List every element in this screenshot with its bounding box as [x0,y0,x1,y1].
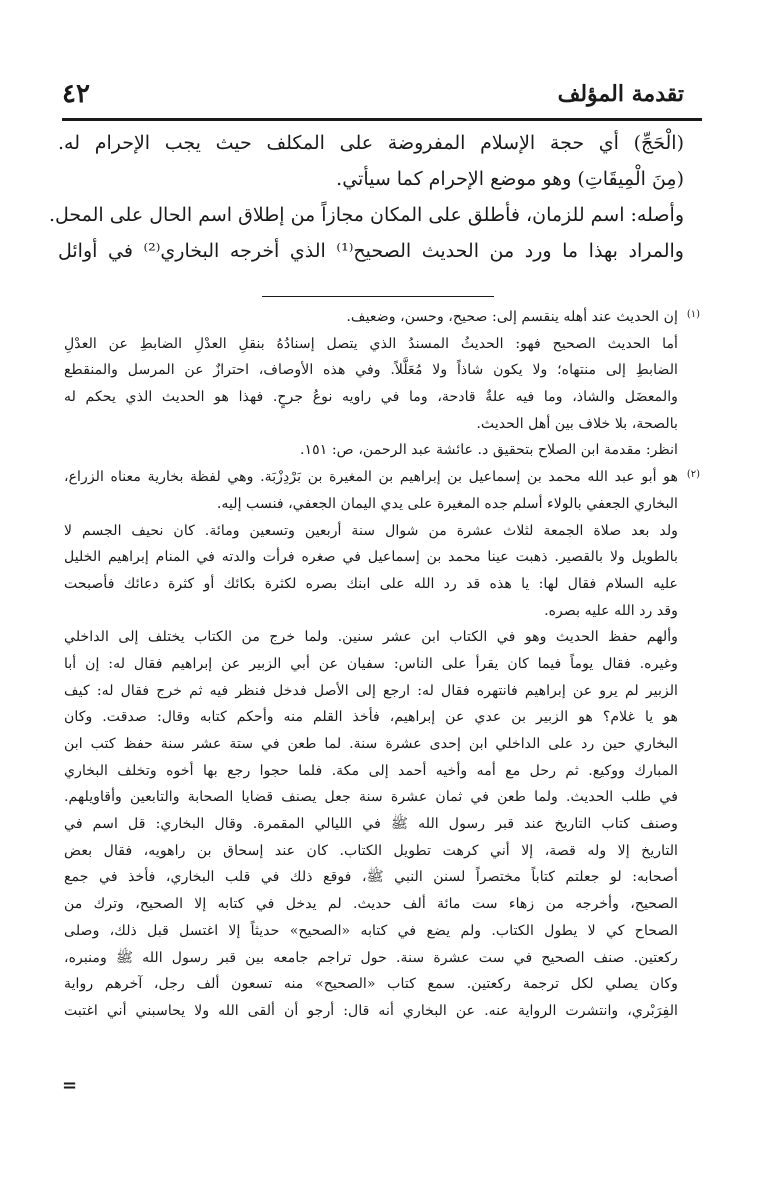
footnote-marker-1: (١) [686,309,700,320]
footnote-line: التاريخ إلا وله قصة، إلا أني كرهت تطويل الكتاب. كان عند إسحاق بن راهويه، فقال بعض [64,842,678,859]
footnote-line: وألهم حفظ الحديث وهو في الكتاب ابن عشر سنين. ولما خرج من الكتاب يختلف إلى الداخلي [64,629,678,646]
main-line: (مِنَ الْمِيقَاتِ) وهو موضع الإحرام كما سيأتي. [336,168,684,190]
footnote-line: وغيره. فقال يوماً فيما كان يقرأ على الناس: سفيان عن أبي الزبير عن إبراهيم فقال له: إن أبا [64,655,678,672]
footnote-text: إن الحديث عند أهله ينقسم إلى: صحيح، وحسن، وضعيف. [346,309,678,325]
page-number: ٤٢ [62,79,90,109]
main-line: وأصله: اسم للزمان، فأطلق على المكان مجازاً من إطلاق اسم الحال على المحل. [48,204,684,226]
footnote-line: في طلب الحديث. ولما طعن في ثمان عشرة سنة جعل يصنف قضايا الصحابة والتابعين وأقاويلهم. [64,789,678,806]
footnote-line: المبارك ووكيع. ثم رحل مع أمه وأخيه أحمد إلى مكة. فلما حجوا رجع بها أخوه وتخلف البخاري [64,762,678,779]
main-line: والمراد بهذا ما ورد من الحديث الصحيح⁽¹⁾ الذي أخرجه البخاري⁽²⁾ في أوائل [58,240,684,262]
main-text [48,126,684,270]
footnote-line: وصنف كتاب التاريخ عند قبر رسول الله ﷺ في الليالي المقمرة. وقال البخاري: قل اسم في [64,816,678,833]
footnote-line: وقد رد الله عليه بصره. [544,602,678,619]
header-rule [62,118,702,121]
main-line: (الْحَجِّ) أي حجة الإسلام المفروضة على المكلف حيث يجب الإحرام له. [58,132,684,154]
footnote-line: بالصحة، بلا خلاف بين أهل الحديث. [476,415,678,432]
footnote-line [64,306,700,333]
footnote-line: بالطويل ولا بالقصير. ذهبت عينا محمد بن إسماعيل في صغره فرأت والدته في المنام إبراهيم الخليل [64,549,678,566]
footnote-line: أصحابه: لو جعلتم كتاباً مختصراً لسنن النبي ﷺ، فوقع ذلك في قلب البخاري، فأخذ في جمع [64,869,678,886]
footnotes [64,306,700,1027]
footnote-line [64,466,700,493]
footnote-line: أما الحديث الصحيح فهو: الحديثُ المسندُ الذي يتصل إسنادُهُ بنقلِ العدْلِ الضابطِ عن العدْلِ [64,335,678,352]
footnote-text: هو أبو عبد الله محمد بن إسماعيل بن إبراهيم بن المغيرة بن بَرْدِزْبَة. وهي لفظة بخارية معناه الزراع، [64,469,678,486]
footnote-line: انظر: مقدمة ابن الصلاح بتحقيق د. عائشة عبد الرحمن، ص: ١٥١. [299,442,678,459]
footnote-separator [262,296,494,297]
footnote-line: الضابطِ إلى منتهاه؛ ولا يكون شاذاً ولا مُعَلَّلاً. وفي هذه الأوصاف، احترازٌ عن المرسل والمنقطع [64,362,678,379]
footnote-line: الزبير لم يرو عن إبراهيم فانتهره فقال له: ارجع إلى الأصل فدخل فنظر فيه ثم خرج فقال له: كيف [64,682,678,699]
footnote-line: وكان يصلي لكل ترجمة ركعتين. سمع كتاب «الصحيح» منه تسعون ألف رجل، آخرهم رواية [64,976,678,993]
page-header [62,76,684,112]
footnote-line: ركعتين. صنف الصحيح في ست عشرة سنة. حول تراجم جامعه بين قبر رسول الله ﷺ ومنبره، [64,949,678,966]
footnote-line: هو يا غلام؟ هو الزبير بن عدي عن إبراهيم، فأخذ القلم منه وأحكم كتابه وقال: صدقت. وكان [64,709,678,726]
footnote-line: الصحاح كي لا يطول الكتاب. ولم يضع في كتابه «الصحيح» حديثاً إلا اغتسل قبل ذلك، وصلى [64,922,678,939]
footnote-marker-2: (٢) [686,469,700,481]
continuation-mark: = [62,1075,78,1096]
footnote-line: الصحيح، وأخرجه من زهاء ست مائة ألف حديث. لم يدخل في كتابه إلا الصحيح، وترك من [64,896,678,913]
footnote-line: والمعضَل والشاذ، وما فيه علةٌ قادحة، وما في راويه نوعُ جرحٍ. فهذا هو الحديث الذي يحكم له [64,389,678,406]
footnote-line: عليه السلام فقال لها: يا هذه قد رد الله على ابنك بصره لكثرة بكائك أو كثرة دعائك فأصبحت [64,575,678,592]
footnote-line: البخاري حين رد على الداخلي ابن إحدى عشرة سنة. لما طعن في ستة عشر سنة حفظ كتب ابن [64,736,678,752]
running-title: تقدمة المؤلف [557,81,684,107]
footnote-line: الفِرَبْري، وانتشرت الرواية عنه. عن البخاري أنه قال: أرجو أن ألقى الله ولا يحاسبني أني اغتبت [64,1002,678,1019]
footnote-line: ولد بعد صلاة الجمعة لثلاث عشرة من شوال سنة أربعين وتسعين ومائة. كان نحيف الجسم لا [64,522,678,539]
footnote-line: البخاري الجعفي بالولاء أسلم جده المغيرة على يدي اليمان الجعفي، فنسب إليه. [216,495,678,512]
